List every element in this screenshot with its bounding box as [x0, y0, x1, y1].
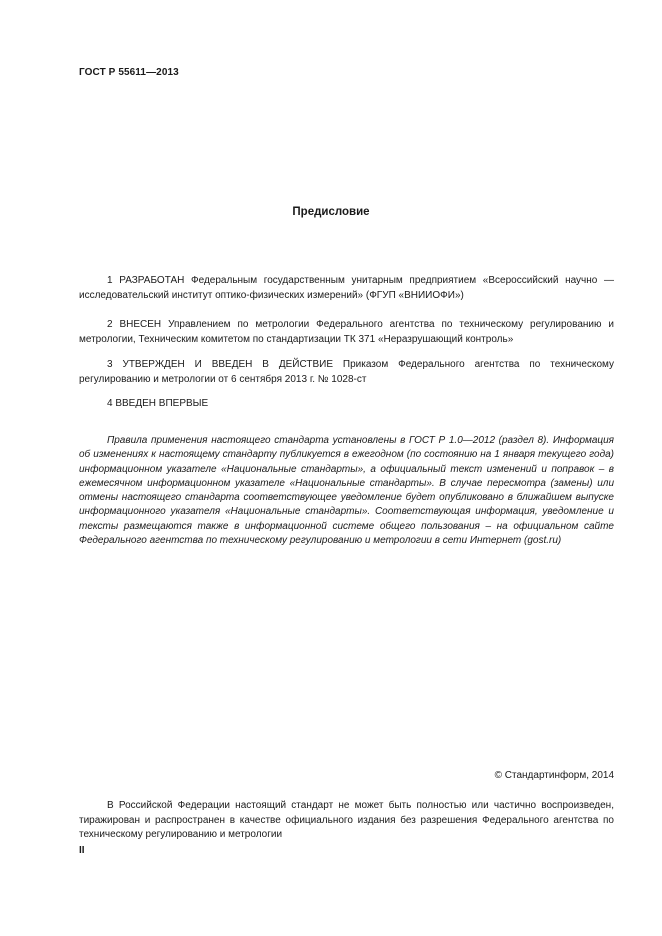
- paragraph-approved: 3 УТВЕРЖДЕН И ВВЕДЕН В ДЕЙСТВИЕ Приказом Федерального агентства по техническому регулированию и метрологии от 6 сентября 2013 г. № 1028-ст: [79, 359, 614, 385]
- section-title: Предисловие: [292, 206, 370, 218]
- copyright-line: © Стандартинформ, 2014: [494, 770, 614, 781]
- paragraph-developed-by: 1 РАЗРАБОТАН Федеральным государственным унитарным предприятием «Всероссийский научно — исследовательский институт оптико-физических измерений» (ФГУП «ВНИИОФИ»): [79, 275, 614, 301]
- paragraph-introduced-first: 4 ВВЕДЕН ВПЕРВЫЕ: [107, 398, 209, 409]
- page-number: II: [79, 845, 85, 856]
- document-id-header: ГОСТ Р 55611—2013: [79, 67, 179, 78]
- paragraph-submitted-by: 2 ВНЕСЕН Управлением по метрологии Федерального агентства по техническому регулированию и метрологии, Техническим комитетом по стандартизации ТК 371 «Неразрушающий контроль»: [79, 319, 614, 345]
- reproduction-notice: В Российской Федерации настоящий стандарт не может быть полностью или частично воспроизведен, тиражирован и распространен в качестве официального издания без разрешения Федерального агентства по техническому регулированию и метрологии: [79, 800, 614, 841]
- application-rules-note: Правила применения настоящего стандарта установлены в ГОСТ Р 1.0—2012 (раздел 8). Информация об изменениях к настоящему стандарту публикуется в ежегодном (по состоянию на 1 января текущего года) информационном указателе «Национальные стандарты», а официальный текст изменений и поправок – в ежемесячном информационном указателе «Национальные стандарты». В случае пересмотра (замены) или отмены настоящего стандарта соответствующее уведомление будет опубликовано в ближайшем выпуске информационного указателя «Национальные стандарты». Соответствующая информация, уведомление и тексты размещаются также в информационной системе общего пользования – на официальном сайте Федерального агентства по техническому регулированию и метрологии в сети Интернет (gost.ru): [79, 435, 614, 547]
